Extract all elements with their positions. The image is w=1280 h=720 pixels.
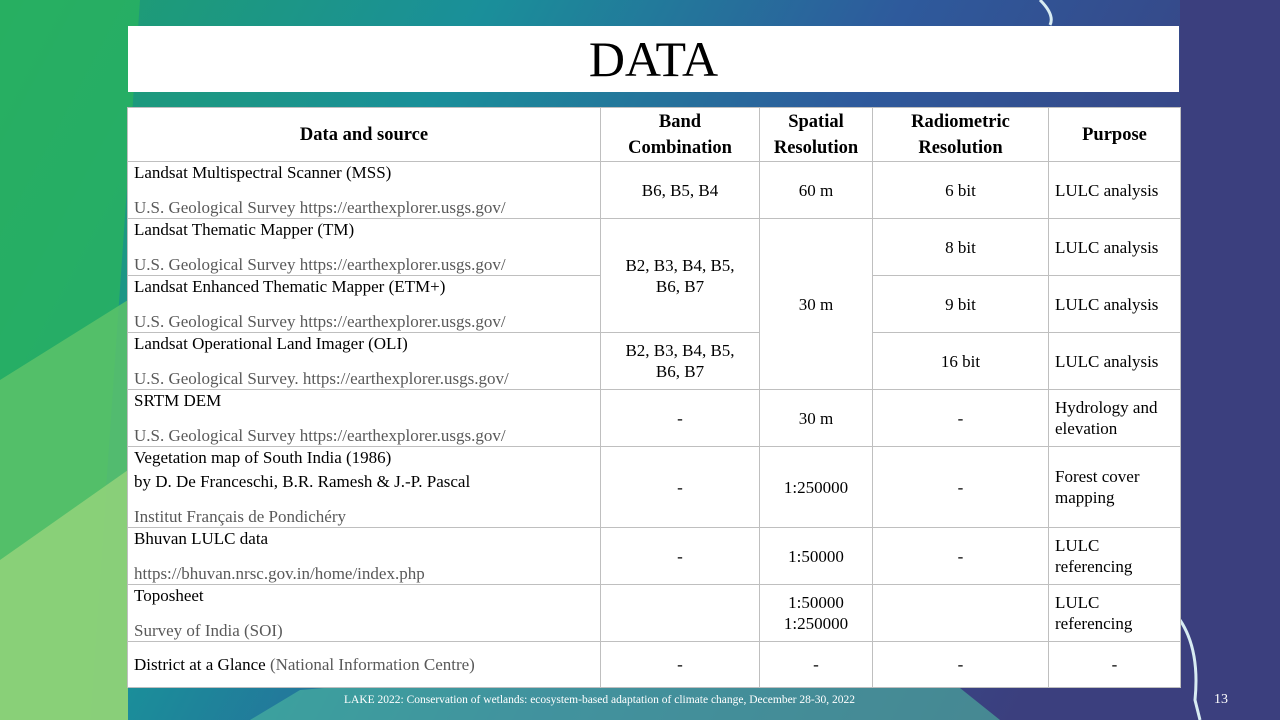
- purpose-cell: LULC analysis: [1049, 276, 1181, 333]
- spatial-cell: 30 m: [760, 219, 873, 390]
- data-table: [127, 107, 1181, 688]
- slide-footer: LAKE 2022: Conservation of wetlands: ecosystem-based adaptation of climate change, December 28-30, 2022: [344, 694, 855, 706]
- header-purpose: Purpose: [1049, 108, 1181, 162]
- purpose-cell: Forest cover mapping: [1049, 447, 1181, 528]
- source-cell: Bhuvan LULC data https://bhuvan.nrsc.gov.in/home/index.php: [128, 528, 601, 585]
- header-row: [128, 108, 1181, 162]
- purpose-cell: LULC referencing: [1049, 528, 1181, 585]
- source-cell: SRTM DEM U.S. Geological Survey https://earthexplorer.usgs.gov/: [128, 390, 601, 447]
- spatial-cell: 1:50000 1:250000: [760, 585, 873, 642]
- table-row: [128, 528, 1181, 585]
- radiometric-cell: -: [873, 528, 1049, 585]
- table-row: [128, 333, 1181, 390]
- purpose-cell: LULC analysis: [1049, 333, 1181, 390]
- radiometric-cell: 9 bit: [873, 276, 1049, 333]
- table-row: [128, 390, 1181, 447]
- spatial-cell: 30 m: [760, 390, 873, 447]
- source-cell: District at a Glance (National Information Centre): [128, 642, 601, 688]
- table-row: [128, 585, 1181, 642]
- slide-title: DATA: [588, 31, 719, 87]
- header-radiometric: Radiometric Resolution: [873, 108, 1049, 162]
- radiometric-cell: [873, 585, 1049, 642]
- source-cell: Landsat Multispectral Scanner (MSS) U.S. Geological Survey https://earthexplorer.usgs.gov/: [128, 162, 601, 219]
- band-cell: B2, B3, B4, B5, B6, B7: [601, 333, 760, 390]
- title-box: [128, 26, 1179, 92]
- header-spatial: Spatial Resolution: [760, 108, 873, 162]
- radiometric-cell: 6 bit: [873, 162, 1049, 219]
- header-source: Data and source: [128, 108, 601, 162]
- source-cell: Landsat Operational Land Imager (OLI) U.S. Geological Survey. https://earthexplorer.usgs.gov/: [128, 333, 601, 390]
- band-cell: -: [601, 447, 760, 528]
- purpose-cell: LULC analysis: [1049, 162, 1181, 219]
- band-cell: B6, B5, B4: [601, 162, 760, 219]
- table-row: [128, 447, 1181, 528]
- radiometric-cell: 16 bit: [873, 333, 1049, 390]
- source-cell: Toposheet Survey of India (SOI): [128, 585, 601, 642]
- band-cell: -: [601, 390, 760, 447]
- spatial-cell: 1:50000: [760, 528, 873, 585]
- source-cell: Landsat Thematic Mapper (TM) U.S. Geological Survey https://earthexplorer.usgs.gov/: [128, 219, 601, 276]
- source-cell: Vegetation map of South India (1986) by D. De Franceschi, B.R. Ramesh & J.-P. Pascal Institut Français de Pondichéry: [128, 447, 601, 528]
- purpose-cell: LULC analysis: [1049, 219, 1181, 276]
- radiometric-cell: -: [873, 642, 1049, 688]
- purpose-cell: LULC referencing: [1049, 585, 1181, 642]
- spatial-cell: 1:250000: [760, 447, 873, 528]
- spatial-cell: -: [760, 642, 873, 688]
- source-cell: Landsat Enhanced Thematic Mapper (ETM+) U.S. Geological Survey https://earthexplorer.usgs.gov/: [128, 276, 601, 333]
- band-cell: -: [601, 528, 760, 585]
- purpose-cell: Hydrology and elevation: [1049, 390, 1181, 447]
- band-cell: B2, B3, B4, B5, B6, B7: [601, 219, 760, 333]
- table-row: [128, 642, 1181, 688]
- purpose-cell: -: [1049, 642, 1181, 688]
- band-cell: [601, 585, 760, 642]
- band-cell: -: [601, 642, 760, 688]
- radiometric-cell: -: [873, 447, 1049, 528]
- radiometric-cell: 8 bit: [873, 219, 1049, 276]
- table-row: [128, 162, 1181, 219]
- table-row: [128, 219, 1181, 276]
- spatial-cell: 60 m: [760, 162, 873, 219]
- radiometric-cell: -: [873, 390, 1049, 447]
- page-number: 13: [1214, 692, 1228, 707]
- header-band: Band Combination: [601, 108, 760, 162]
